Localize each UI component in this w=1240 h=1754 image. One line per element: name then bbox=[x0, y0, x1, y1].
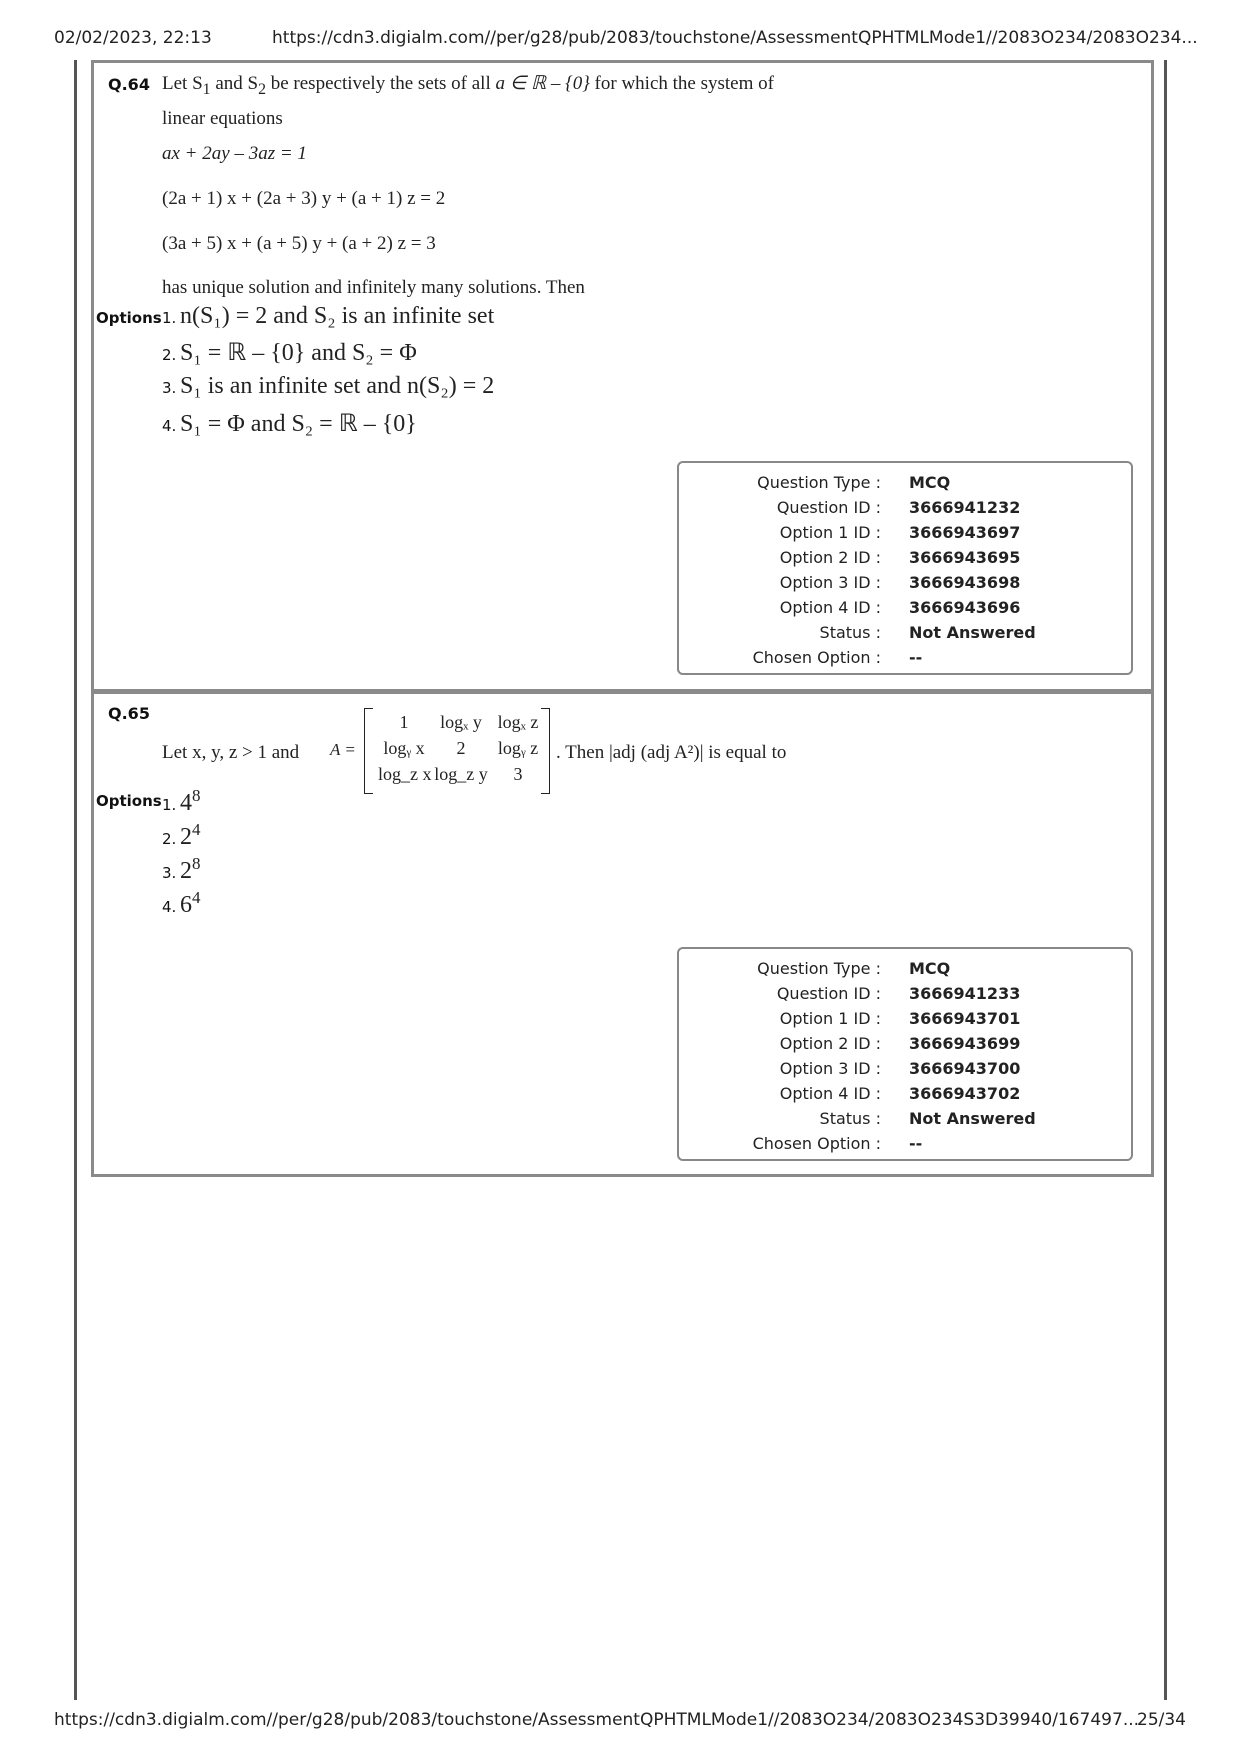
option-number: 3. bbox=[162, 379, 177, 397]
stem-set: a ∈ ℝ – {0} bbox=[495, 73, 590, 94]
option-4 bbox=[162, 409, 417, 438]
meta-row-option-3-id bbox=[679, 573, 1131, 597]
stem-text: and S bbox=[210, 73, 259, 94]
matrix-cell: 2 bbox=[456, 738, 466, 758]
meta-label: Option 4 ID : bbox=[779, 1084, 881, 1103]
option-text: S₁ is an infinite set and n(S₂) = 2 bbox=[180, 373, 495, 399]
matrix-cell: logₓ z bbox=[497, 712, 539, 732]
option-number: 3. bbox=[162, 864, 177, 882]
meta-label: Option 4 ID : bbox=[779, 598, 881, 617]
question-number: Q.64 bbox=[108, 75, 150, 94]
meta-label: Chosen Option : bbox=[752, 1134, 881, 1153]
meta-row-question-type bbox=[679, 959, 1131, 983]
print-datetime: 02/02/2023, 22:13 bbox=[54, 28, 212, 48]
equation-2: (2a + 1) x + (2a + 3) y + (a + 1) z = 2 bbox=[162, 188, 446, 209]
meta-label: Question ID : bbox=[776, 984, 881, 1003]
meta-value: 3666943699 bbox=[909, 1034, 1021, 1053]
matrix-cell: logₓ y bbox=[440, 712, 482, 732]
option-2 bbox=[162, 820, 201, 851]
meta-label: Status : bbox=[819, 623, 881, 642]
meta-value: Not Answered bbox=[909, 623, 1036, 642]
meta-row-question-id bbox=[679, 984, 1131, 1008]
right-border-line bbox=[1164, 60, 1167, 1700]
option-3 bbox=[162, 854, 201, 885]
options-label: Options bbox=[96, 792, 162, 810]
question-stem bbox=[162, 69, 774, 133]
header-url: https://cdn3.digialm.com//per/g28/pub/2083/touchstone/AssessmentQPHTMLMode1//2083O234/2083O234... bbox=[272, 28, 1198, 48]
matrix-left-bracket bbox=[364, 708, 373, 794]
meta-value: Not Answered bbox=[909, 1109, 1036, 1128]
option-exponent: 4 bbox=[192, 820, 201, 839]
page-number: 25/34 bbox=[1137, 1710, 1186, 1730]
meta-value: 3666943701 bbox=[909, 1009, 1021, 1028]
meta-value: MCQ bbox=[909, 959, 951, 978]
options-label: Options bbox=[96, 309, 162, 327]
meta-row-option-2-id bbox=[679, 548, 1131, 572]
option-base: 4 bbox=[180, 790, 192, 816]
meta-row-option-4-id bbox=[679, 598, 1131, 622]
footer-url: https://cdn3.digialm.com//per/g28/pub/2083/touchstone/AssessmentQPHTMLMode1//2083O234/2083O234S3D39940/167497... bbox=[54, 1710, 1140, 1730]
equation-1: ax + 2ay – 3az = 1 bbox=[162, 143, 307, 164]
meta-label: Question ID : bbox=[776, 498, 881, 517]
option-4 bbox=[162, 888, 201, 919]
meta-label: Status : bbox=[819, 1109, 881, 1128]
option-number: 2. bbox=[162, 346, 177, 364]
stem-text: be respectively the sets of all bbox=[265, 73, 496, 94]
option-number: 4. bbox=[162, 417, 177, 435]
option-2 bbox=[162, 338, 417, 367]
meta-row-option-1-id bbox=[679, 1009, 1131, 1033]
left-border-line bbox=[74, 60, 77, 1700]
meta-row-option-3-id bbox=[679, 1059, 1131, 1083]
option-number: 4. bbox=[162, 898, 177, 916]
meta-row-chosen-option bbox=[679, 1134, 1131, 1158]
meta-value: 3666943697 bbox=[909, 523, 1021, 542]
meta-label: Option 1 ID : bbox=[779, 523, 881, 542]
question-65-card bbox=[91, 691, 1154, 1177]
matrix-cell: 1 bbox=[399, 712, 409, 732]
question-meta-box bbox=[677, 947, 1133, 1161]
option-1 bbox=[162, 303, 494, 330]
meta-label: Option 2 ID : bbox=[779, 548, 881, 567]
stem-text: Let S bbox=[162, 73, 203, 94]
matrix-cell: log_z x bbox=[378, 764, 432, 784]
meta-label: Option 1 ID : bbox=[779, 1009, 881, 1028]
question-number: Q.65 bbox=[108, 704, 150, 723]
stem-text: for which the system of bbox=[589, 73, 774, 94]
meta-value: -- bbox=[909, 648, 923, 667]
option-1 bbox=[162, 786, 201, 817]
meta-value: 3666943695 bbox=[909, 548, 1021, 567]
meta-label: Option 2 ID : bbox=[779, 1034, 881, 1053]
question-64-card bbox=[91, 60, 1154, 692]
meta-label: Chosen Option : bbox=[752, 648, 881, 667]
matrix-lhs: A = bbox=[330, 740, 356, 759]
option-exponent: 8 bbox=[192, 854, 201, 873]
meta-row-question-id bbox=[679, 498, 1131, 522]
option-exponent: 8 bbox=[192, 786, 201, 805]
meta-value: 3666943696 bbox=[909, 598, 1021, 617]
option-exponent: 4 bbox=[192, 888, 201, 907]
option-number: 1. bbox=[162, 309, 177, 327]
option-text: S₁ = Φ and S₂ = ℝ – {0} bbox=[180, 411, 417, 437]
meta-value: 3666943698 bbox=[909, 573, 1021, 592]
meta-label: Option 3 ID : bbox=[779, 1059, 881, 1078]
meta-row-option-1-id bbox=[679, 523, 1131, 547]
matrix-cell: logᵧ x bbox=[383, 738, 425, 758]
meta-label: Question Type : bbox=[757, 473, 881, 492]
stem-sub: 1 bbox=[202, 80, 211, 98]
matrix-cell: log_z y bbox=[434, 764, 488, 784]
meta-value: 3666943702 bbox=[909, 1084, 1021, 1103]
meta-value: 3666941233 bbox=[909, 984, 1021, 1003]
question-stem-end: . Then |adj (adj A²)| is equal to bbox=[556, 742, 787, 763]
meta-value: MCQ bbox=[909, 473, 951, 492]
question-tail: has unique solution and infinitely many solutions. Then bbox=[162, 277, 585, 298]
matrix-cell: logᵧ z bbox=[497, 738, 539, 758]
matrix-cell: 3 bbox=[513, 764, 523, 784]
meta-row-question-type bbox=[679, 473, 1131, 497]
meta-label: Question Type : bbox=[757, 959, 881, 978]
option-number: 1. bbox=[162, 796, 177, 814]
meta-value: 3666943700 bbox=[909, 1059, 1021, 1078]
meta-row-option-2-id bbox=[679, 1034, 1131, 1058]
option-base: 2 bbox=[180, 858, 192, 884]
equation-3: (3a + 5) x + (a + 5) y + (a + 2) z = 3 bbox=[162, 233, 436, 254]
stem-text: linear equations bbox=[162, 107, 283, 129]
meta-row-chosen-option bbox=[679, 648, 1131, 672]
matrix-A bbox=[364, 708, 550, 792]
option-text: n(S₁) = 2 and S₂ is an infinite set bbox=[180, 303, 495, 329]
option-base: 2 bbox=[180, 824, 192, 850]
meta-row-status bbox=[679, 1109, 1131, 1133]
question-meta-box bbox=[677, 461, 1133, 675]
option-text: S₁ = ℝ – {0} and S₂ = Φ bbox=[180, 340, 417, 366]
meta-row-option-4-id bbox=[679, 1084, 1131, 1108]
meta-value: 3666941232 bbox=[909, 498, 1021, 517]
stem-sub: 2 bbox=[258, 80, 266, 98]
meta-label: Option 3 ID : bbox=[779, 573, 881, 592]
meta-row-status bbox=[679, 623, 1131, 647]
option-3 bbox=[162, 373, 494, 400]
option-number: 2. bbox=[162, 830, 177, 848]
option-base: 6 bbox=[180, 892, 192, 918]
question-stem-start: Let x, y, z > 1 and bbox=[162, 742, 300, 763]
meta-value: -- bbox=[909, 1134, 923, 1153]
